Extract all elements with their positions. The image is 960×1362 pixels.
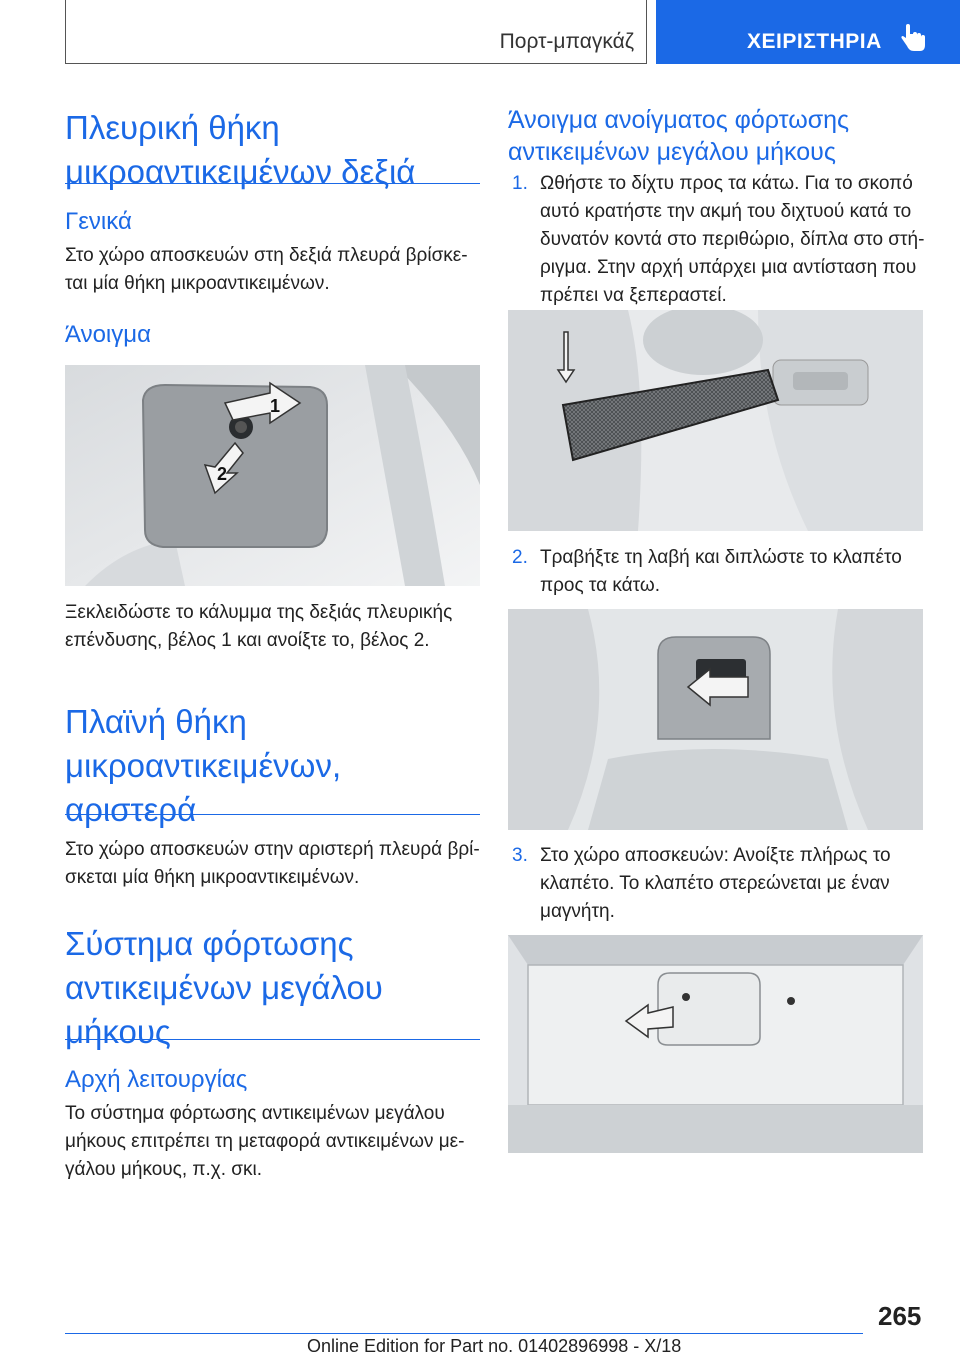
step-number: 1. bbox=[512, 173, 528, 194]
text-line: αυτό κρατήστε την ακμή του διχτυού κατά το bbox=[540, 201, 912, 222]
general-heading: Γενικά bbox=[65, 208, 132, 235]
figure-label-1: 1 bbox=[270, 396, 281, 416]
trunk-flap-illustration bbox=[508, 935, 923, 1153]
text-line: πρέπει να ξεπεραστεί. bbox=[540, 285, 727, 306]
left-storage-paragraph bbox=[65, 836, 480, 892]
luggage-net-illustration bbox=[508, 310, 923, 531]
text-line: δυνατόν κοντά στο περιθώριο, δίπλα στο στή- bbox=[540, 229, 925, 250]
text-line: Στο χώρο αποσκευών στην αριστερή πλευρά βρί- bbox=[65, 839, 480, 860]
footer-edition: Online Edition for Part no. 01402896998 - X/18 bbox=[307, 1336, 682, 1356]
step-3 bbox=[508, 842, 928, 926]
title-loading-system-line3: μήκους bbox=[65, 1013, 171, 1050]
right-storage-illustration bbox=[65, 365, 480, 586]
principle-paragraph bbox=[65, 1100, 480, 1184]
opening-heading: Άνοιγμα bbox=[65, 321, 151, 348]
general-paragraph bbox=[65, 242, 480, 298]
text-line: επένδυσης, βέλος 1 και ανοίξτε το, βέλος 2. bbox=[65, 630, 430, 651]
title-rule bbox=[65, 183, 480, 184]
text-line: ριγμα. Στην αρχή υπάρχει μια αντίσταση που bbox=[540, 257, 917, 278]
photo-luggage-net bbox=[508, 310, 923, 531]
header-section-label: ΧΕΙΡΙΣΤΗΡΙΑ bbox=[747, 30, 882, 53]
photo-flap-handle bbox=[508, 609, 923, 830]
figure-label-2: 2 bbox=[217, 464, 228, 484]
title-rule bbox=[65, 814, 480, 815]
principle-heading: Αρχή λειτουργίας bbox=[65, 1066, 248, 1093]
flap-handle-illustration bbox=[508, 609, 923, 830]
text-line: γάλου μήκους, π.χ. σκι. bbox=[65, 1159, 263, 1180]
title-left-storage bbox=[65, 700, 480, 832]
title-loading-system-line2: αντικειμένων μεγάλου bbox=[65, 969, 383, 1006]
title-right-storage-line2: μικροαντικειμένων δεξιά bbox=[65, 153, 416, 190]
photo-trunk-flap-open bbox=[508, 935, 923, 1153]
step-2 bbox=[508, 544, 928, 600]
text-line: προς τα κάτω. bbox=[540, 575, 661, 596]
text-line: σκεται μία θήκη μικροαντικειμένων. bbox=[65, 867, 360, 888]
text-line: ται μία θήκη μικροαντικειμένων. bbox=[65, 273, 330, 294]
title-left-storage-line2: μικροαντικειμένων, bbox=[65, 747, 342, 784]
step-number: 2. bbox=[512, 547, 528, 568]
text-line: Ωθήστε το δίχτυ προς τα κάτω. Για το σκοπό bbox=[540, 173, 913, 194]
text-line: Ξεκλειδώστε το κάλυμμα της δεξιάς πλευρικής bbox=[65, 602, 453, 623]
text-line: Τραβήξτε τη λαβή και διπλώστε το κλαπέτο bbox=[540, 547, 902, 568]
figure-caption bbox=[65, 599, 480, 655]
text-line: μαγνήτη. bbox=[540, 901, 615, 922]
title-right-storage bbox=[65, 106, 480, 194]
right-heading-line2: αντικειμένων μεγάλου μήκους bbox=[508, 138, 836, 166]
photo-right-storage-cover bbox=[65, 365, 480, 586]
text-line: κλαπέτο. Το κλαπέτο στερεώνεται με έναν bbox=[540, 873, 890, 894]
right-heading bbox=[508, 104, 928, 168]
title-rule bbox=[65, 1039, 480, 1040]
step-1 bbox=[508, 170, 928, 310]
page-number: 265 bbox=[878, 1301, 922, 1331]
title-right-storage-line1: Πλευρική θήκη bbox=[65, 109, 280, 146]
footer-rule bbox=[65, 1333, 863, 1334]
header-chapter-title: Πορτ-μπαγκάζ bbox=[499, 30, 634, 53]
title-left-storage-line1: Πλαϊνή θήκη bbox=[65, 703, 247, 740]
text-line: μήκους επιτρέπει τη μεταφορά αντικειμένων με- bbox=[65, 1131, 465, 1152]
text-line: Το σύστημα φόρτωσης αντικειμένων μεγάλου bbox=[65, 1103, 445, 1124]
right-heading-line1: Άνοιγμα ανοίγματος φόρτωσης bbox=[508, 106, 850, 134]
hand-pointer-icon bbox=[900, 24, 928, 54]
step-number: 3. bbox=[512, 845, 528, 866]
title-left-storage-line3: αριστερά bbox=[65, 791, 197, 828]
text-line: Στο χώρο αποσκευών στη δεξιά πλευρά βρίσκε- bbox=[65, 245, 468, 266]
title-loading-system-line1: Σύστημα φόρτωσης bbox=[65, 925, 354, 962]
header-section-tab[interactable] bbox=[656, 0, 960, 64]
text-line: Στο χώρο αποσκευών: Ανοίξτε πλήρως το bbox=[540, 845, 891, 866]
title-loading-system bbox=[65, 922, 480, 1054]
